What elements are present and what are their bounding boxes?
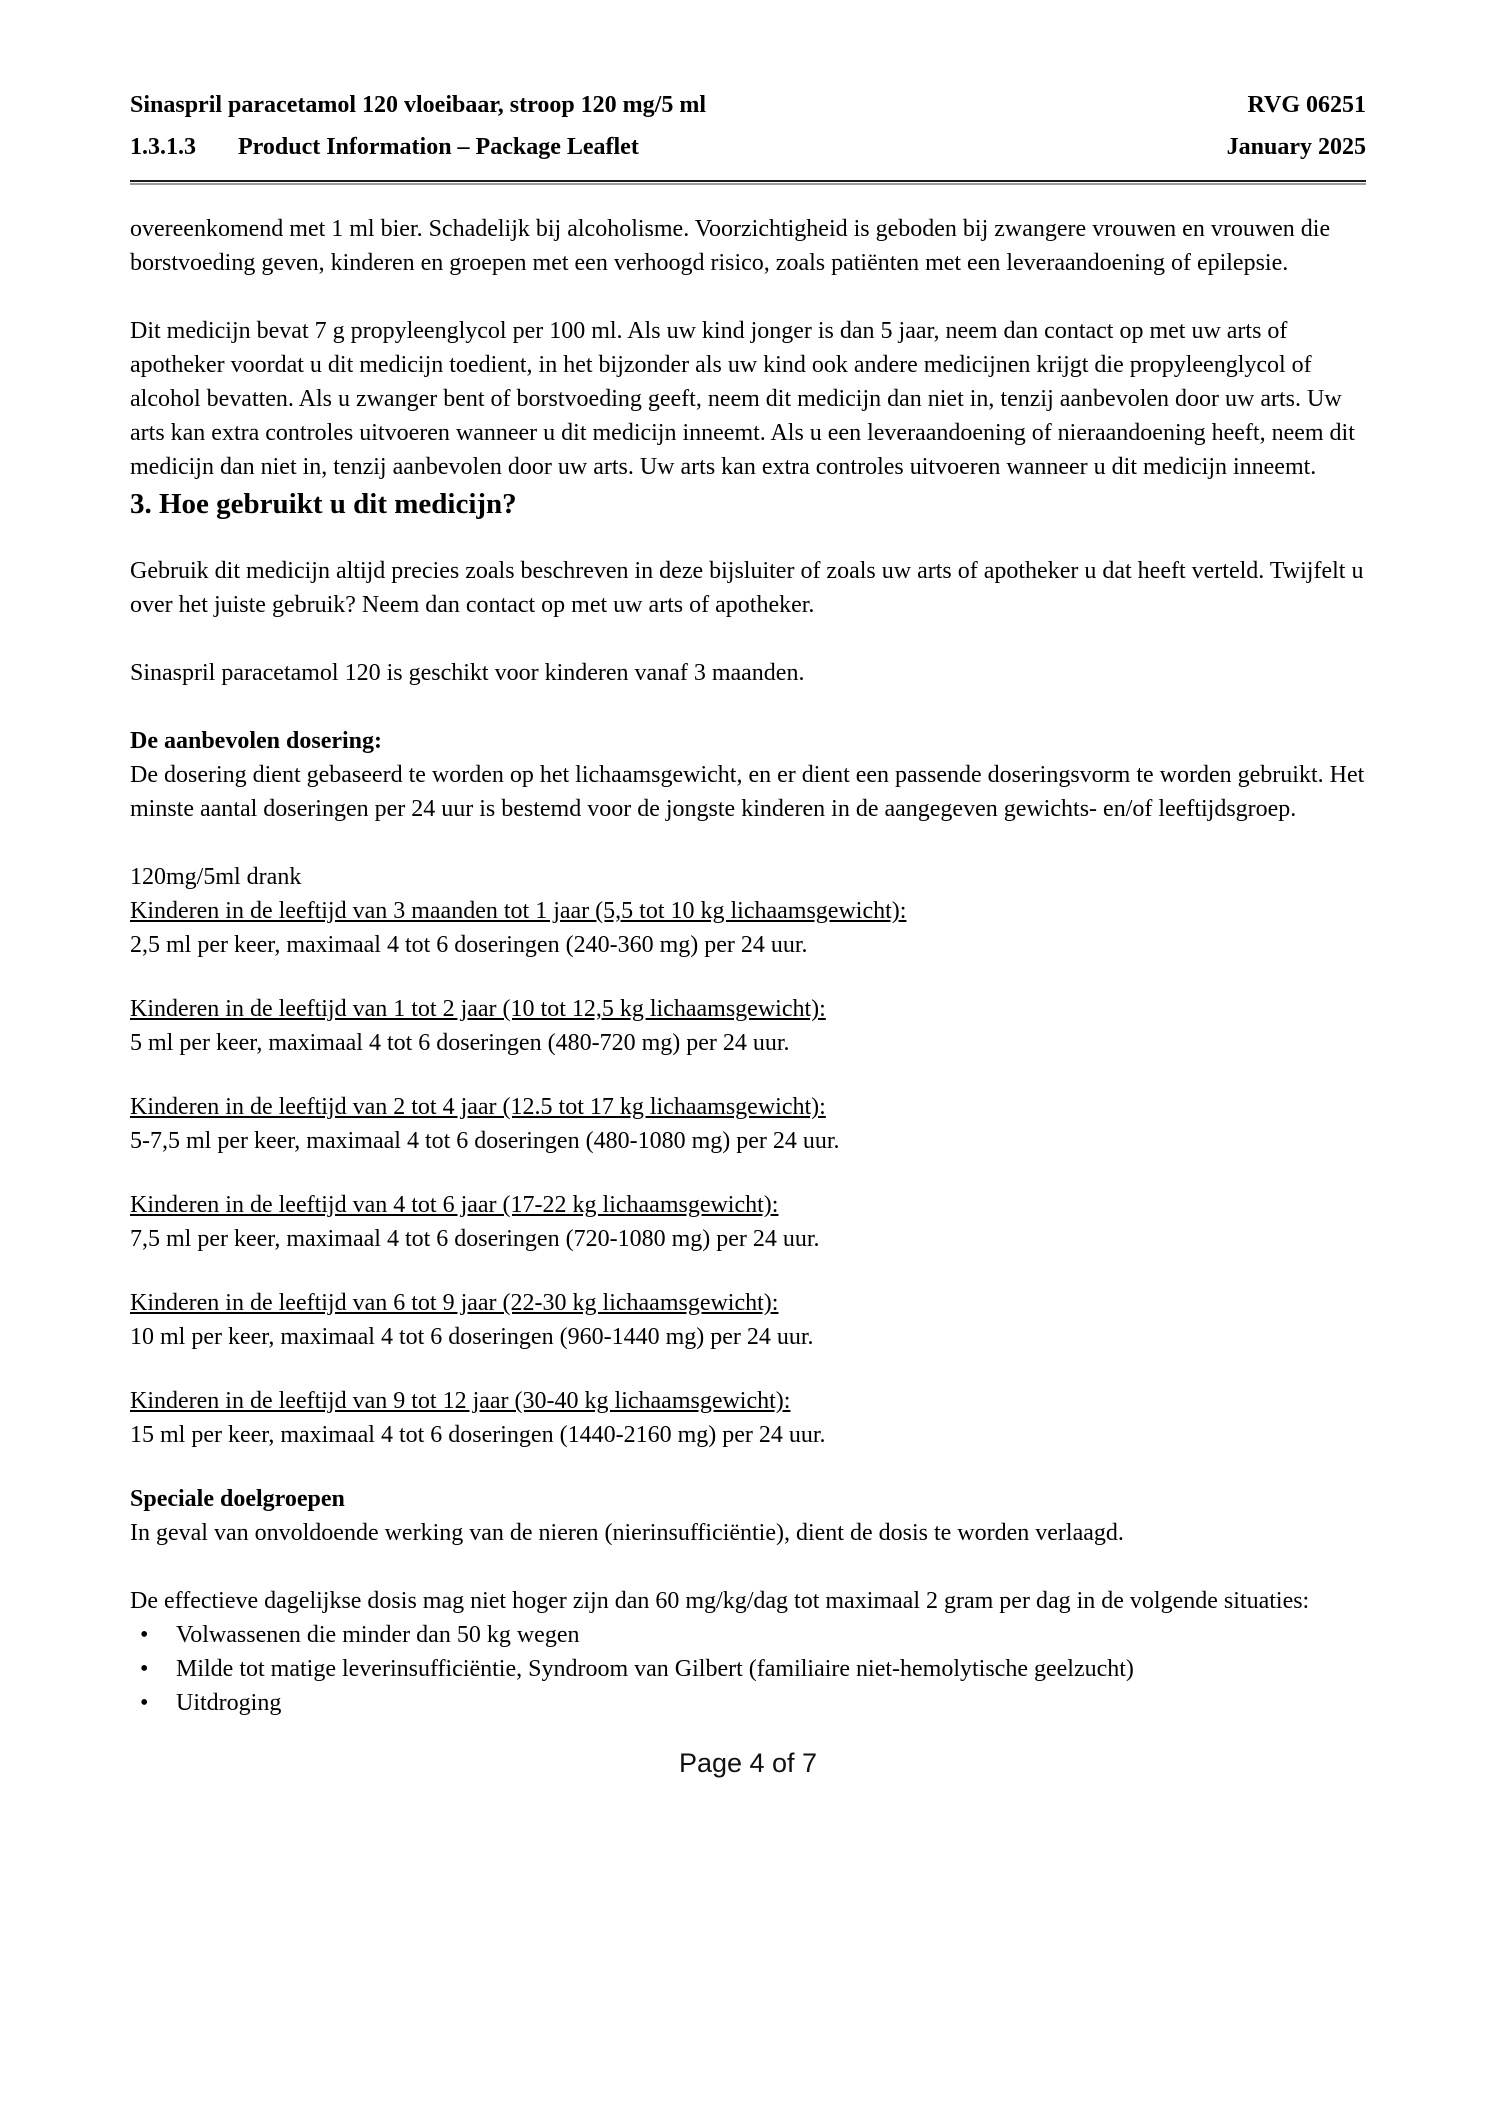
dose-group-2-4j — [130, 1090, 1366, 1158]
paragraph-gebruik: Gebruik dit medicijn altijd precies zoals beschreven in deze bijsluiter of zoals uw arts of apotheker u dat heeft verteld. Twijfelt u over het juiste gebruik? Neem dan contact op met uw arts of apotheker. — [130, 558, 1364, 618]
list-item — [140, 1618, 1366, 1652]
page-header-line-1 — [130, 88, 1366, 122]
list-item-text: Volwassenen die minder dan 50 kg wegen — [176, 1622, 580, 1648]
dose-group-heading: Kinderen in de leeftijd van 9 tot 12 jaar (30-40 kg lichaamsgewicht): — [130, 1388, 791, 1414]
dosering-heading: De aanbevolen dosering: — [130, 728, 382, 754]
header-divider — [130, 180, 1366, 182]
dose-group-6-9j — [130, 1286, 1366, 1354]
dose-group-4-6j — [130, 1188, 1366, 1256]
list-item-text: Milde tot matige leverinsufficiëntie, Syndroom van Gilbert (familiaire niet-hemolytische geelzucht) — [176, 1656, 1134, 1682]
dose-group-dose: 7,5 ml per keer, maximaal 4 tot 6 doseringen (720-1080 mg) per 24 uur. — [130, 1226, 820, 1252]
speciale-heading: Speciale doelgroepen — [130, 1486, 345, 1512]
list-item — [140, 1686, 1366, 1720]
dose-group-3m-1j — [130, 894, 1366, 962]
dose-group-1-2j — [130, 992, 1366, 1060]
document-type: Product Information – Package Leaflet — [238, 134, 639, 160]
bullet-icon: • — [140, 1656, 149, 1682]
bullet-icon: • — [140, 1690, 149, 1716]
drank-label: 120mg/5ml drank — [130, 864, 302, 890]
dose-group-heading: Kinderen in de leeftijd van 6 tot 9 jaar (22-30 kg lichaamsgewicht): — [130, 1290, 779, 1316]
dose-group-9-12j — [130, 1384, 1366, 1452]
effectieve-dosis-text: De effectieve dagelijkse dosis mag niet hoger zijn dan 60 mg/kg/dag tot maximaal 2 gram per dag in de volgende situaties: — [130, 1588, 1310, 1614]
dose-group-dose: 10 ml per keer, maximaal 4 tot 6 doseringen (960-1440 mg) per 24 uur. — [130, 1324, 814, 1350]
speciale-doelgroepen-block — [130, 1482, 1366, 1550]
section-3-heading: 3. Hoe gebruikt u dit medicijn? — [130, 488, 517, 520]
dose-situations-list — [130, 1618, 1366, 1720]
dose-group-heading: Kinderen in de leeftijd van 4 tot 6 jaar (17-22 kg lichaamsgewicht): — [130, 1192, 779, 1218]
paragraph-propyleenglycol-warning: Dit medicijn bevat 7 g propyleenglycol per 100 ml. Als uw kind jonger is dan 5 jaar, neem dan contact op met uw arts of apotheker voordat u dit medicijn toedient, in het bijzonder als uw kind ook andere medicijnen krijgt die propyleenglycol of alcohol bevatten. Als u zwanger bent of borstvoeding geeft, neem dit medicijn dan niet in, tenzij aanbevolen door uw arts. Uw arts kan extra controles uitvoeren wanneer u dit medicijn inneemt. Als u een leveraandoening of nieraandoening heeft, neem dit medicijn dan niet in, tenzij aanbevolen door uw arts. Uw arts kan extra controles uitvoeren wanneer u dit medicijn inneemt. — [130, 318, 1355, 480]
dose-group-dose: 2,5 ml per keer, maximaal 4 tot 6 doseringen (240-360 mg) per 24 uur. — [130, 932, 808, 958]
list-item — [140, 1652, 1366, 1686]
dose-group-dose: 15 ml per keer, maximaal 4 tot 6 doseringen (1440-2160 mg) per 24 uur. — [130, 1422, 826, 1448]
dose-group-dose: 5-7,5 ml per keer, maximaal 4 tot 6 doseringen (480-1080 mg) per 24 uur. — [130, 1128, 840, 1154]
page-number: Page 4 of 7 — [678, 1748, 818, 1778]
paragraph-alcohol-warning: overeenkomend met 1 ml bier. Schadelijk bij alcoholisme. Voorzichtigheid is geboden bij zwangere vrouwen en vrouwen die borstvoeding geven, kinderen en groepen met een verhoogd risico, zoals patiënten met een leveraandoening of epilepsie. — [130, 216, 1331, 276]
dose-group-heading: Kinderen in de leeftijd van 3 maanden tot 1 jaar (5,5 tot 10 kg lichaamsgewicht): — [130, 898, 907, 924]
list-item-text: Uitdroging — [176, 1690, 282, 1716]
speciale-text: In geval van onvoldoende werking van de nieren (nierinsufficiëntie), dient de dosis te worden verlaagd. — [130, 1520, 1124, 1546]
registration-number: RVG 06251 — [1247, 92, 1366, 118]
section-code: 1.3.1.3 — [130, 134, 196, 160]
bullet-icon: • — [140, 1622, 149, 1648]
dose-group-heading: Kinderen in de leeftijd van 1 tot 2 jaar (10 tot 12,5 kg lichaamsgewicht): — [130, 996, 826, 1022]
paragraph-geschikt: Sinaspril paracetamol 120 is geschikt voor kinderen vanaf 3 maanden. — [130, 660, 805, 686]
dose-group-heading: Kinderen in de leeftijd van 2 tot 4 jaar (12.5 tot 17 kg lichaamsgewicht): — [130, 1094, 826, 1120]
page-header-line-2 — [130, 130, 1366, 164]
dose-group-dose: 5 ml per keer, maximaal 4 tot 6 doseringen (480-720 mg) per 24 uur. — [130, 1030, 790, 1056]
dosering-block — [130, 724, 1366, 826]
dosering-text: De dosering dient gebaseerd te worden op het lichaamsgewicht, en er dient een passende doseringsvorm te worden gebruikt. Het minste aantal doseringen per 24 uur is bestemd voor de jongste kinderen in de aangegeven gewichts- en/of leeftijdsgroep. — [130, 762, 1365, 822]
document-date: January 2025 — [1226, 134, 1366, 160]
product-title: Sinaspril paracetamol 120 vloeibaar, stroop 120 mg/5 ml — [130, 92, 706, 118]
